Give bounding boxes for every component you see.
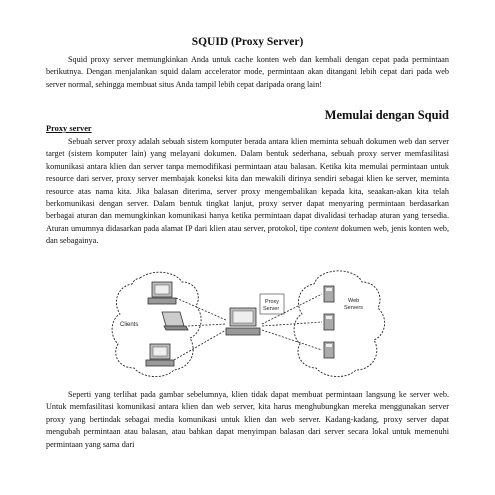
body-text-part1: Sebuah server proxy adalah sebuah sistem komputer berada antara klien meminta sebuah dokumen web dan server target (sistem komputer lain) yang melayani dokumen. Dalam bentuk sederhana, sebuah proxy server memfasilitasi komunikasi antara klien dan server tanpa memodifikasi permintaan atau balasan. Ketika kita memulai permintaan untuk resource dari server, proxy server membajak koneksi kita dan mewakili dirinya sendiri sebagai klien ke server, meminta resource atas nama kita. Jika balasan diterima, server proxy mengembalikan kepada kita, seaakan-akan kita telah berkomunikasi dengan server. Dalam bentuk tingkat lanjut, proxy server dapat menyaring permintaan berdasarkan berbagai aturan dan memungkinkan komunikasi hanya ketika permintaan dapat divalidasi terhadap aturan yang tersedia. Aturan umumnya didasarkan pada alamat IP dari klien atau server, protokol, tipe bbox=[46, 137, 449, 233]
connection-lines bbox=[174, 294, 322, 360]
client-laptop-icon bbox=[162, 312, 188, 330]
body-text-emphasis: content bbox=[314, 223, 339, 233]
document-title: SQUID (Proxy Server) bbox=[191, 36, 304, 48]
body-paragraph bbox=[46, 136, 449, 248]
servers-label-line2: Servers bbox=[344, 305, 363, 311]
section-title: Memulai dengan Squid bbox=[324, 108, 449, 122]
servers-cloud bbox=[294, 271, 385, 377]
web-server-icon-top bbox=[324, 286, 334, 302]
clients-label: Clients bbox=[120, 322, 139, 328]
proxy-diagram-svg bbox=[110, 268, 390, 380]
client-desktop-icon-top bbox=[148, 282, 176, 304]
web-server-icon-bottom bbox=[324, 342, 334, 358]
web-server-icon-middle bbox=[324, 314, 334, 330]
subsection-title: Proxy server bbox=[46, 124, 92, 133]
intro-paragraph: Squid proxy server memungkinkan Anda untuk cache konten web dan kembali dengan cepat pada permintaan berikutnya. Dengan menjalankan squid dalam accelerator mode, permintaan akan ditangani lebih cepat dari pada web server normal, sehingga membuat situs Anda tampil lebih cepat daripada orang lain! bbox=[46, 55, 449, 89]
servers-label-line1: Web bbox=[348, 298, 360, 304]
client-desktop-icon-bottom bbox=[146, 344, 174, 366]
body-text-part2: dokumen web, jenis konten web, dan sebagainya. bbox=[46, 223, 450, 246]
proxy-label-line2: Server bbox=[263, 306, 280, 312]
closing-paragraph: Seperti yang terlihat pada gambar sebelumnya, klien tidak dapat membuat permintaan langsung ke server web. Untuk memfasilitasi komunikasi antara klien dan web server, kita harus menghubungkan mereka menggunakan server proxy yang bertindak sebagai media komunikasi untuk klien dan web server. Kadang-kadang, proxy server dapat mengubah permintaan atau balasan, atau bahkan dapat menyimpan balasan dari server secara lokal untuk memenuhi permintaan yang sama dari bbox=[46, 390, 449, 449]
proxy-diagram bbox=[110, 268, 390, 380]
proxy-label-line1: Proxy bbox=[265, 299, 280, 305]
